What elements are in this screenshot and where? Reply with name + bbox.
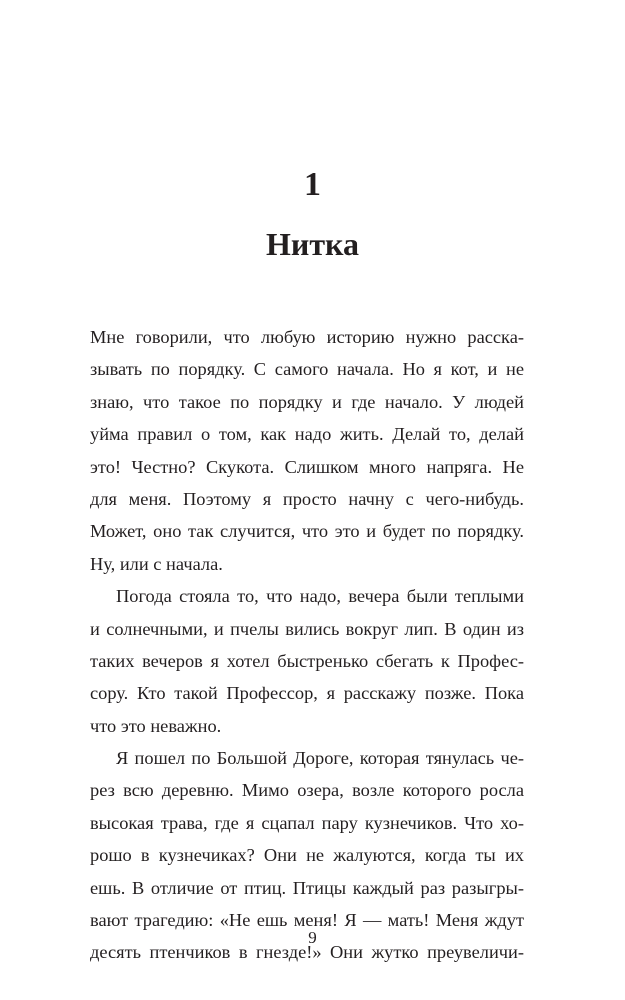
text-line: зывать по порядку. С самого начала. Но я кот, и не: [90, 359, 524, 380]
text-line: уйма правил о том, как надо жить. Делай то, делай: [90, 424, 524, 445]
text-line: десять птенчиков в гнезде!» Они жутко преувеличи-: [90, 942, 524, 963]
text-line: ешь. В отличие от птиц. Птицы каждый раз разыгры-: [90, 877, 524, 898]
body-text: [90, 321, 524, 969]
text-line: Может, оно так случится, что это и будет по порядку.: [90, 521, 524, 542]
chapter-title: Нитка: [266, 226, 359, 262]
text-line: высокая трава, где я сцапал пару кузнечиков. Что хо-: [90, 812, 524, 833]
text-line: это! Честно? Скукота. Слишком много напряга. Не: [90, 456, 524, 477]
text-line: рошо в кузнечиках? Они не жалуются, когда ты их: [90, 845, 524, 866]
text-line: Ну, или с начала.: [90, 553, 223, 574]
text-line: вают трагедию: «Не ешь меня! Я — мать! Меня ждут: [90, 910, 524, 931]
text-line: Погода стояла то, что надо, вечера были теплыми: [116, 586, 524, 607]
text-line: Мне говорили, что любую историю нужно расска-: [90, 327, 524, 347]
text-line: таких вечеров я хотел быстренько сбегать к Профес-: [90, 650, 524, 671]
chapter-number: 1: [304, 166, 321, 203]
text-line: для меня. Поэтому я просто начну с чего-нибудь.: [90, 488, 524, 509]
text-line: Я пошел по Большой Дороге, которая тянулась че-: [116, 748, 524, 769]
page-number: 9: [308, 928, 317, 947]
text-line: что это неважно.: [90, 715, 222, 736]
text-line: рез всю деревню. Мимо озера, возле которого росла: [90, 780, 524, 801]
text-line: и солнечными, и пчелы вились вокруг лип. В один из: [90, 618, 524, 639]
text-line: сору. Кто такой Профессор, я расскажу позже. Пока: [90, 683, 524, 704]
text-line: знаю, что такое по порядку и где начало. У людей: [90, 391, 524, 412]
